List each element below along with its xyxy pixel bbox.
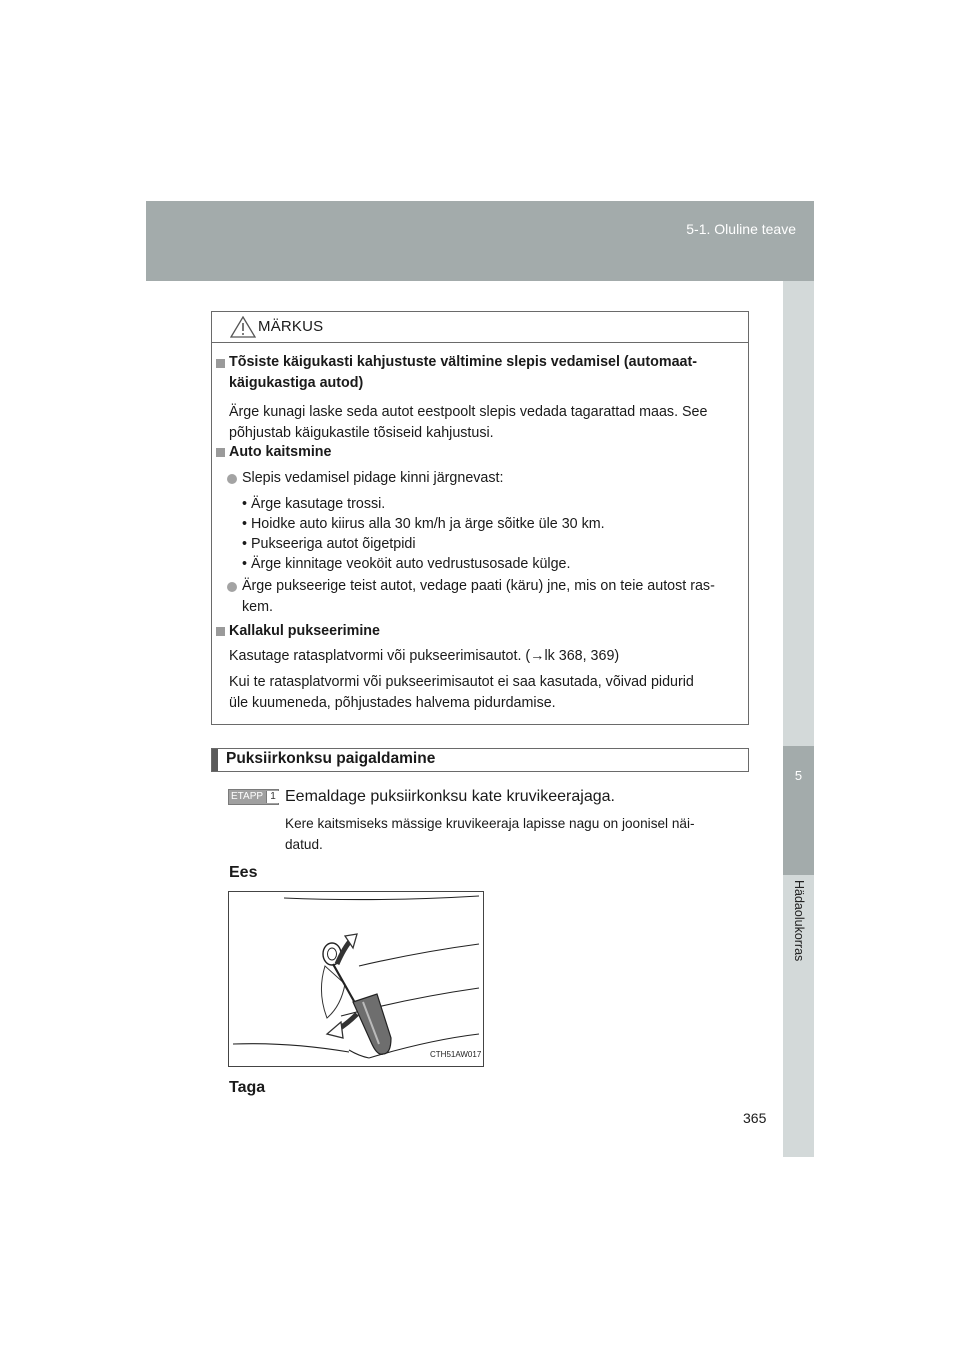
step-note: Kere kaitsmiseks mässige kruvikeeraja lapisse nagu on joonisel näi- [285,816,695,831]
square-bullet-icon [216,359,225,368]
section-label: 5-1. Oluline teave [686,221,796,237]
notice-paragraph-4-cont: üle kuumeneda, põhjustades halvema pidurdamise. [229,695,556,711]
notice-paragraph-1-cont: põhjustab käigukastile tõsiseid kahjustusi. [229,425,494,441]
notice-box [211,311,749,725]
figure-code: CTH51AW017 [430,1050,482,1059]
step-word: ETAPP [231,791,264,802]
step-badge [228,789,279,805]
notice-subitem-4: • Ärge kinnitage veoköit auto vedrustusosade külge. [242,556,571,572]
rear-label: Taga [229,1079,266,1096]
step-instruction: Eemaldage puksiirkonksu kate kruvikeerajaga. [285,788,615,805]
page-number: 365 [743,1110,767,1126]
notice-subitem-1: • Ärge kasutage trossi. [242,496,386,512]
screwdriver-drawing [229,892,483,1066]
front-label: Ees [229,864,258,881]
round-bullet-icon [227,474,237,484]
notice-bullet-2: Ärge pukseerige teist autot, vedage paati (käru) jne, mis on teie autost ras- [242,578,715,594]
notice-heading-1-cont: käigukastiga autod) [229,375,364,391]
notice-bullet-1: Slepis vedamisel pidage kinni järgnevast: [242,470,504,486]
illustration-screwdriver [228,891,484,1067]
step-number: 1 [266,791,279,803]
notice-paragraph-1: Ärge kunagi laske seda autot eestpoolt slepis vedada tagarattad maas. See [229,404,708,420]
square-bullet-icon [216,448,225,457]
section-accent [212,749,218,771]
notice-heading-1: Tõsiste käigukasti kahjustuste vältimine slepis vedamisel (automaat- [229,354,697,370]
notice-subitem-2: • Hoidke auto kiirus alla 30 km/h ja ärge sõitke üle 30 km. [242,516,605,532]
notice-header [212,312,748,343]
notice-paragraph-3: Kasutage ratasplatvormi või pukseerimisautot. (→lk 368, 369) [229,648,620,664]
notice-subitem-3: • Pukseeriga autot õigetpidi [242,536,416,552]
notice-paragraph-4: Kui te ratasplatvormi või pukseerimisautot ei saa kasutada, võivad pidurid [229,674,694,690]
notice-title: MÄRKUS [258,318,324,335]
section-header [211,748,749,772]
warning-triangle-icon [230,316,256,338]
chapter-tab [783,746,814,875]
square-bullet-icon [216,627,225,636]
chapter-title: Hädaolukorras [792,880,806,962]
round-bullet-icon [227,582,237,592]
side-strip [783,281,814,1157]
notice-heading-3: Kallakul pukseerimine [229,623,380,639]
chapter-number: 5 [794,768,803,783]
header-band [146,201,814,281]
section-title: Puksiirkonksu paigaldamine [226,750,436,767]
step-note-cont: datud. [285,837,323,852]
notice-heading-2: Auto kaitsmine [229,444,332,460]
notice-bullet-2-cont: kem. [242,599,273,615]
